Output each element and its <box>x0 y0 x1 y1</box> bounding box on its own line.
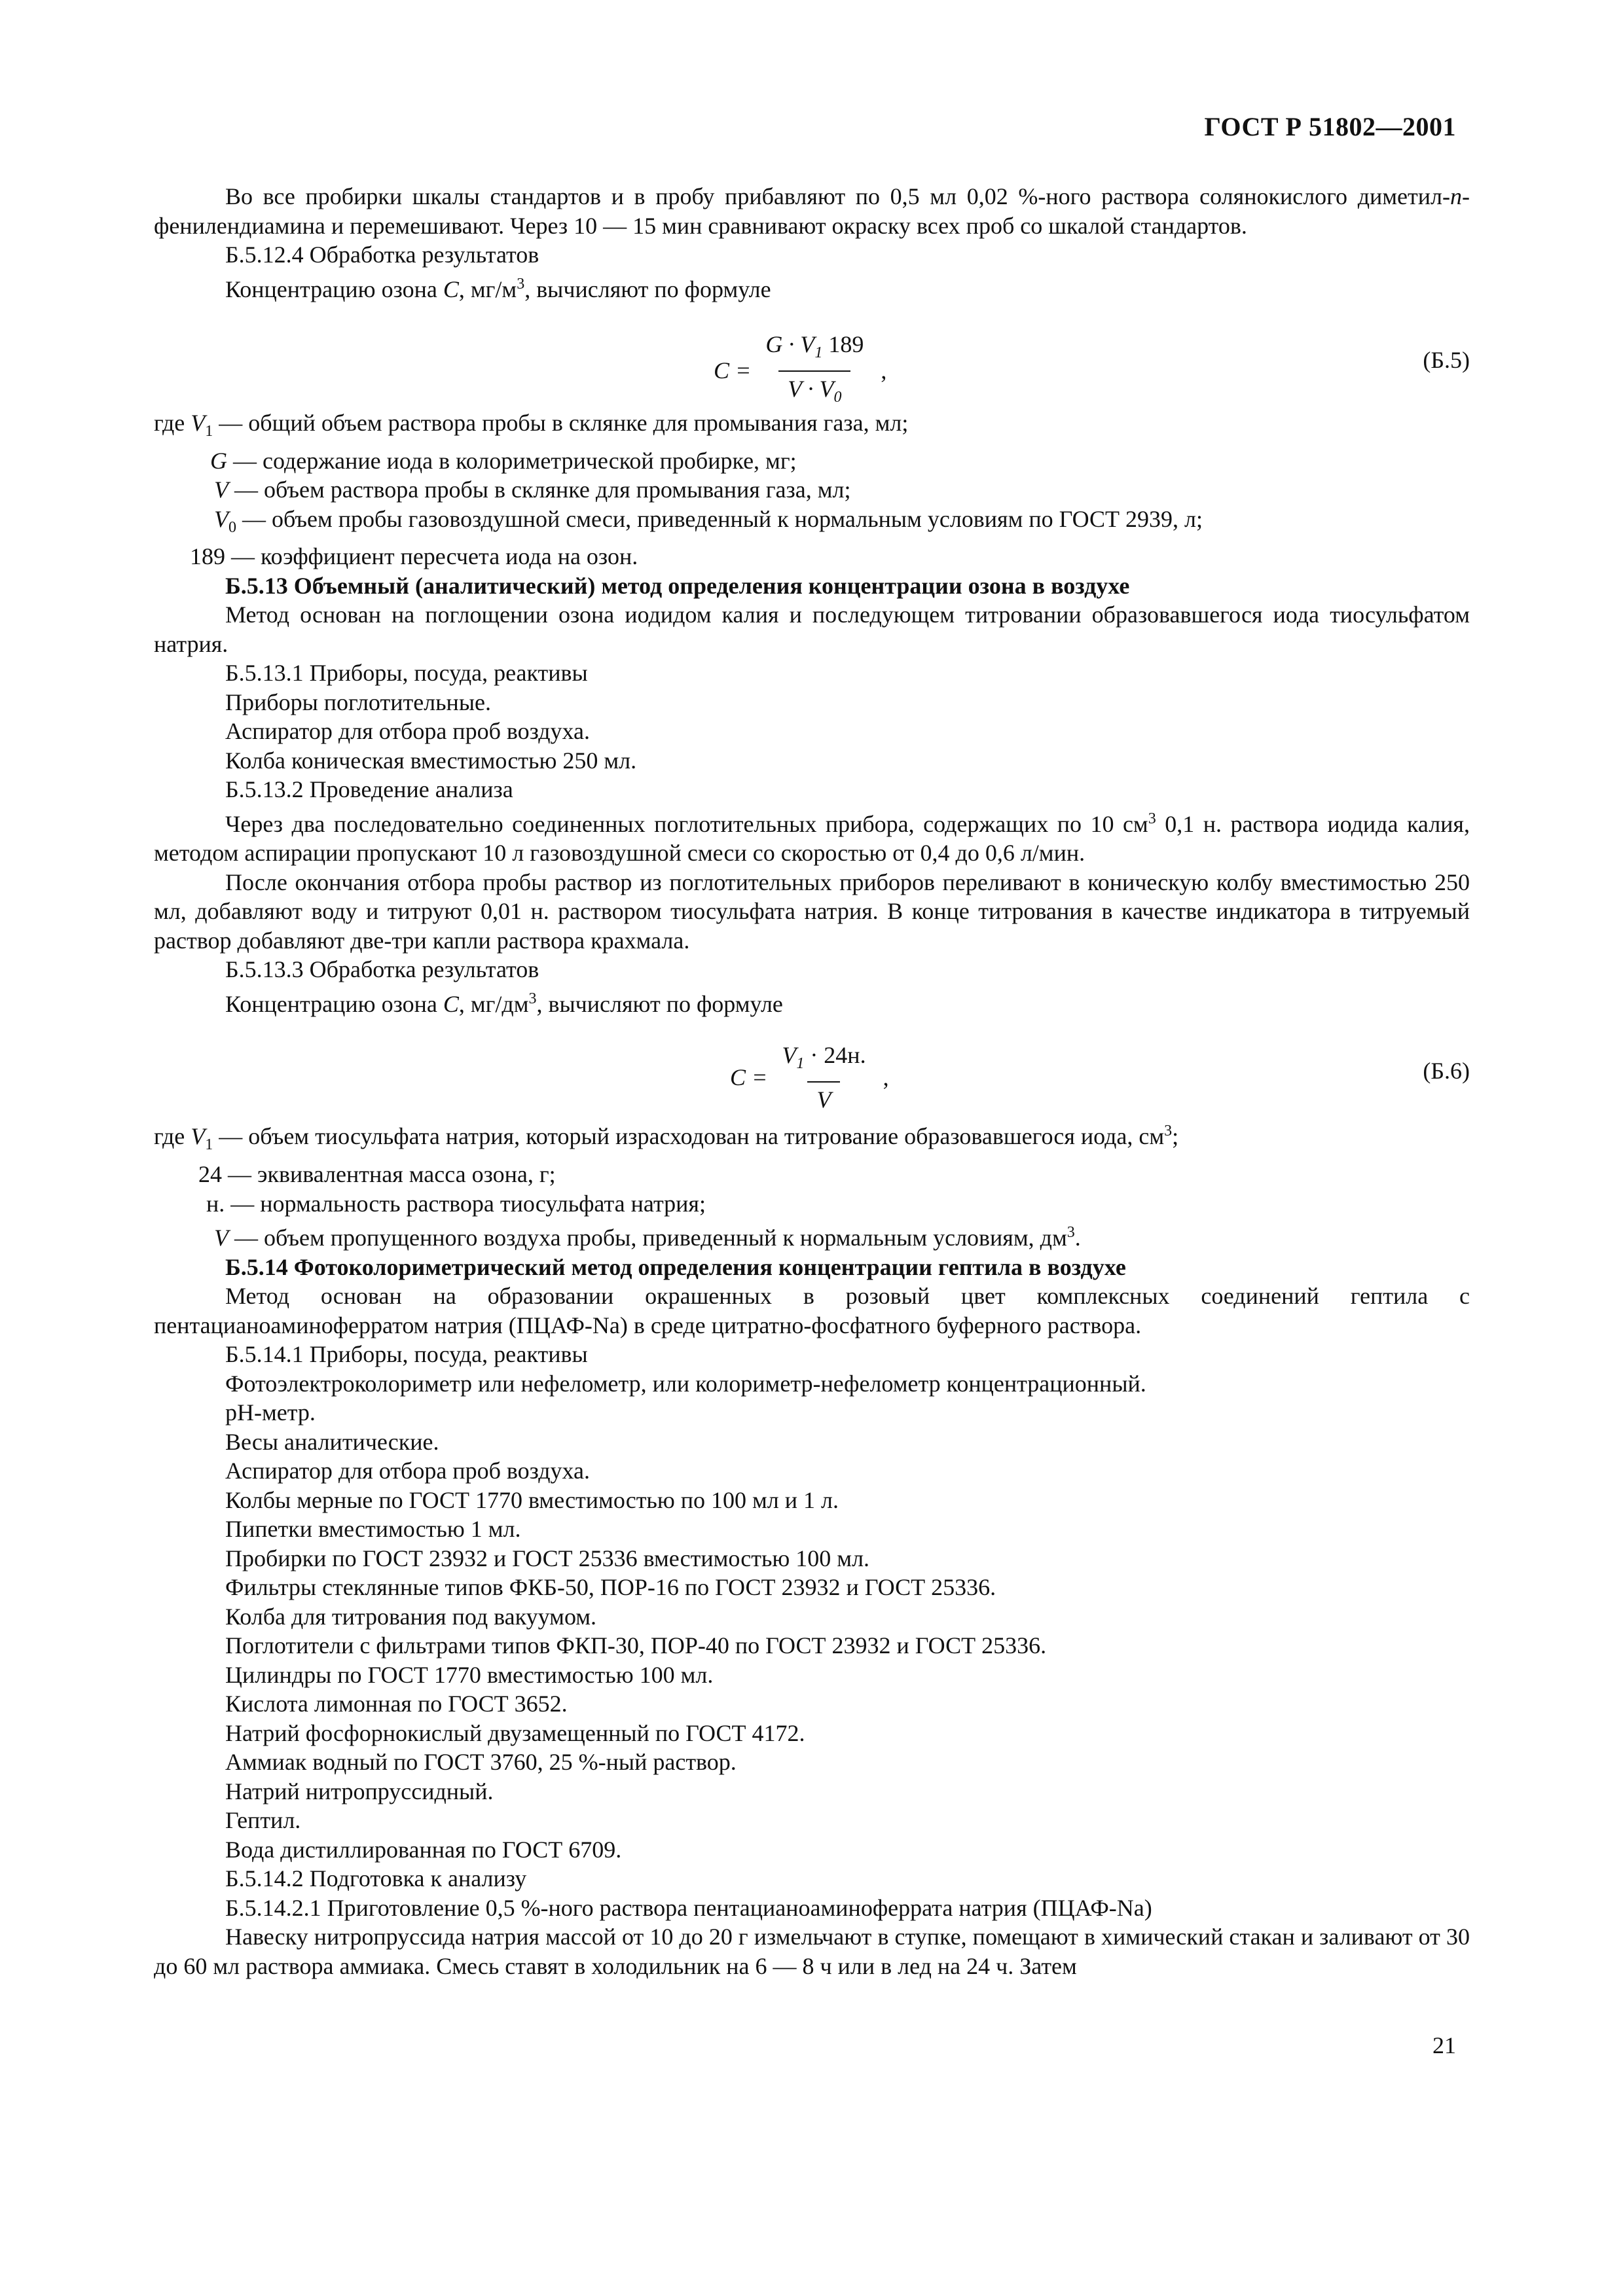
text: V <box>214 1225 228 1251</box>
page-body <box>154 182 1470 1981</box>
formula-b5 <box>154 304 1470 408</box>
text: — объем пробы газовоздушной смеси, приведенный к нормальным условиям по ГОСТ 2939, л; <box>236 505 1203 532</box>
list-item: Кислота лимонная по ГОСТ 3652. <box>225 1691 568 1717</box>
text: — объем тиосульфата натрия, который израсходован на титрование образовавшегося иода, см <box>213 1123 1165 1150</box>
legend-line: 189 — коэффициент пересчета иода на озон. <box>190 543 638 570</box>
list-item: Приборы поглотительные. <box>225 689 491 715</box>
text: — содержание иода в колориметрической пробирке, мг; <box>227 447 797 474</box>
list-item: Поглотители с фильтрами типов ФКП-30, ПОР-40 по ГОСТ 23932 и ГОСТ 25336. <box>225 1632 1047 1659</box>
legend-line <box>154 408 1470 446</box>
text: 3 <box>1148 810 1156 827</box>
text: · 24н. <box>804 1042 866 1069</box>
list-item: Колба коническая вместимостью 250 мл. <box>225 747 637 774</box>
paragraph <box>154 804 1470 868</box>
section-heading: Б.5.14.2 Подготовка к анализу <box>225 1865 527 1892</box>
page-number: 21 <box>1432 2032 1456 2058</box>
fraction <box>730 1041 889 1114</box>
text: . <box>1074 1225 1081 1251</box>
text: 3 <box>528 990 537 1007</box>
legend-line <box>154 446 1470 476</box>
text: 1 <box>796 1055 805 1073</box>
numerator <box>756 330 873 370</box>
list-item: Фильтры стеклянные типов ФКБ-50, ПОР-16 по ГОСТ 23932 и ГОСТ 25336. <box>225 1574 996 1601</box>
text: 0,1 н. раствора иодида калия, методом аспирации пропускают 10 л газовоздушной смеси со скоростью от 0,4 до 0,6 л/мин. <box>154 810 1470 867</box>
section-heading: Б.5.12.4 Обработка результатов <box>225 242 539 268</box>
text: , вычисляют по формуле <box>524 276 771 302</box>
legend-line <box>154 505 1470 543</box>
legend-line: н. — нормальность раствора тиосульфата натрия; <box>206 1190 706 1217</box>
text: , мг/м <box>458 276 517 302</box>
list-item: Натрий фосфорнокислый двузамещенный по ГОСТ 4172. <box>225 1719 805 1746</box>
list-item: Аспиратор для отбора проб воздуха. <box>225 718 591 745</box>
formula-number: (Б.6) <box>1423 1058 1470 1085</box>
text: — объем раствора пробы в склянке для промывания газа, мл; <box>228 476 851 503</box>
section-heading: Б.5.13.1 Приборы, посуда, реактивы <box>225 660 588 687</box>
text: 1 <box>205 1136 213 1154</box>
list-item: Колбы мерные по ГОСТ 1770 вместимостью по 100 мл и 1 л. <box>225 1486 839 1513</box>
text: 3 <box>1164 1122 1173 1140</box>
fraction <box>714 330 886 412</box>
list-item: Весы аналитические. <box>225 1428 439 1455</box>
text: 0 <box>228 518 236 536</box>
paragraph <box>154 182 1470 240</box>
text: -фенилендиамина и перемешивают. Через 10 — 15 мин сравнивают окраску всех проб со шкалой стандартов. <box>154 183 1470 239</box>
paragraph: Метод основан на образовании окрашенных в розовый цвет комплексных соединений гептила с пентацианоаминоферратом натрия (ПЦАФ-Na) в среде цитратно-фосфатного буферного раствора. <box>154 1283 1470 1338</box>
section-heading: Б.5.14 Фотоколориметрический метод определения концентрации гептила в воздухе <box>225 1253 1126 1280</box>
text: 1 <box>814 344 823 362</box>
paragraph <box>154 270 1470 304</box>
list-item: Пипетки вместимостью 1 мл. <box>225 1516 521 1543</box>
text: где <box>154 410 191 436</box>
formula-b6 <box>154 1018 1470 1117</box>
formula-number: (Б.5) <box>1423 347 1470 373</box>
document-header: ГОСТ Р 51802—2001 <box>1204 112 1456 141</box>
section-heading: Б.5.13.2 Проведение анализа <box>225 776 513 803</box>
text: V · V <box>788 375 834 402</box>
section-heading: Б.5.13.3 Обработка результатов <box>225 956 539 983</box>
list-item: Колба для титрования под вакуумом. <box>225 1603 597 1630</box>
list-item: Фотоэлектроколориметр или нефелометр, или колориметр-нефелометр концентрационный. <box>225 1370 1146 1397</box>
text: 3 <box>517 275 525 293</box>
section-heading: Б.5.14.2.1 Приготовление 0,5 %-ного раствора пентацианоаминоферрата натрия (ПЦАФ-Na) <box>225 1894 1152 1921</box>
text: где <box>154 1123 191 1150</box>
section-heading: Б.5.14.1 Приборы, посуда, реактивы <box>225 1341 588 1368</box>
text: 3 <box>1067 1224 1075 1242</box>
text: 1 <box>205 423 213 440</box>
legend-line <box>154 1218 1470 1253</box>
text: , мг/дм <box>458 990 529 1017</box>
text: C <box>443 990 459 1017</box>
list-item: Натрий нитропруссидный. <box>225 1778 494 1804</box>
legend-line: 24 — эквивалентная масса озона, г; <box>198 1161 556 1188</box>
text: V <box>191 1123 206 1150</box>
list-item: Вода дистиллированная по ГОСТ 6709. <box>225 1836 622 1863</box>
paragraph: Метод основан на поглощении озона иодидом калия и последующем титровании образовавшегося иода тиосульфатом натрия. <box>154 601 1470 657</box>
list-item: Аммиак водный по ГОСТ 3760, 25 %-ный раствор. <box>225 1749 737 1776</box>
text: n <box>1450 183 1462 209</box>
paragraph: Навеску нитропруссида натрия массой от 10 до 20 г измельчают в ступке, помещают в химический стакан и заливают от 30 до 60 мл раствора аммиака. Смесь ставят в холодильник на 6 — 8 ч или в лед на 24 ч. Затем <box>154 1924 1470 1979</box>
text: V <box>214 476 228 503</box>
text: Во все пробирки шкалы стандартов и в пробу прибавляют по 0,5 мл 0,02 %-ного раствора солянокислого диметил- <box>225 183 1450 209</box>
denominator: V <box>807 1081 840 1115</box>
text: G <box>210 447 227 474</box>
text: , <box>883 1064 889 1091</box>
text: Через два последовательно соединенных поглотительных прибора, содержащих по 10 см <box>225 810 1148 837</box>
list-item: рН-метр. <box>225 1399 316 1426</box>
legend-line <box>154 475 1470 505</box>
text: Концентрацию озона <box>225 276 443 302</box>
numerator <box>773 1041 875 1081</box>
text: C <box>443 276 459 302</box>
text: V <box>782 1042 797 1069</box>
paragraph: После окончания отбора пробы раствор из поглотительных приборов переливают в коническую колбу вместимостью 250 мл, добавляют воду и титруют 0,01 н. раствором тиосульфата натрия. В конце титрования в качестве индикатора в титруемый раствор добавляют две-три капли раствора крахмала. <box>154 869 1470 954</box>
list-item: Гептил. <box>225 1807 301 1834</box>
legend-line <box>154 1117 1470 1160</box>
formula-lhs: C = <box>730 1064 768 1091</box>
text: G · V <box>765 331 815 357</box>
paragraph <box>154 984 1470 1019</box>
list-item: Пробирки по ГОСТ 23932 и ГОСТ 25336 вместимостью 100 мл. <box>225 1545 870 1571</box>
text: 189 <box>822 331 864 357</box>
text: — объем пропущенного воздуха пробы, приведенный к нормальным условиям, дм <box>228 1225 1067 1251</box>
list-item: Цилиндры по ГОСТ 1770 вместимостью 100 мл. <box>225 1661 714 1688</box>
text: V <box>214 505 228 532</box>
formula-lhs: C = <box>714 357 752 384</box>
text: , <box>881 357 887 384</box>
denominator <box>778 370 850 412</box>
text: V <box>191 410 206 436</box>
text: , вычисляют по формуле <box>536 990 783 1017</box>
text: — общий объем раствора пробы в склянке для промывания газа, мл; <box>213 410 909 436</box>
list-item: Аспиратор для отбора проб воздуха. <box>225 1458 591 1484</box>
text: ; <box>1172 1123 1179 1150</box>
text: 0 <box>833 388 842 406</box>
text: Концентрацию озона <box>225 990 443 1017</box>
section-heading: Б.5.13 Объемный (аналитический) метод определения концентрации озона в воздухе <box>225 572 1130 599</box>
